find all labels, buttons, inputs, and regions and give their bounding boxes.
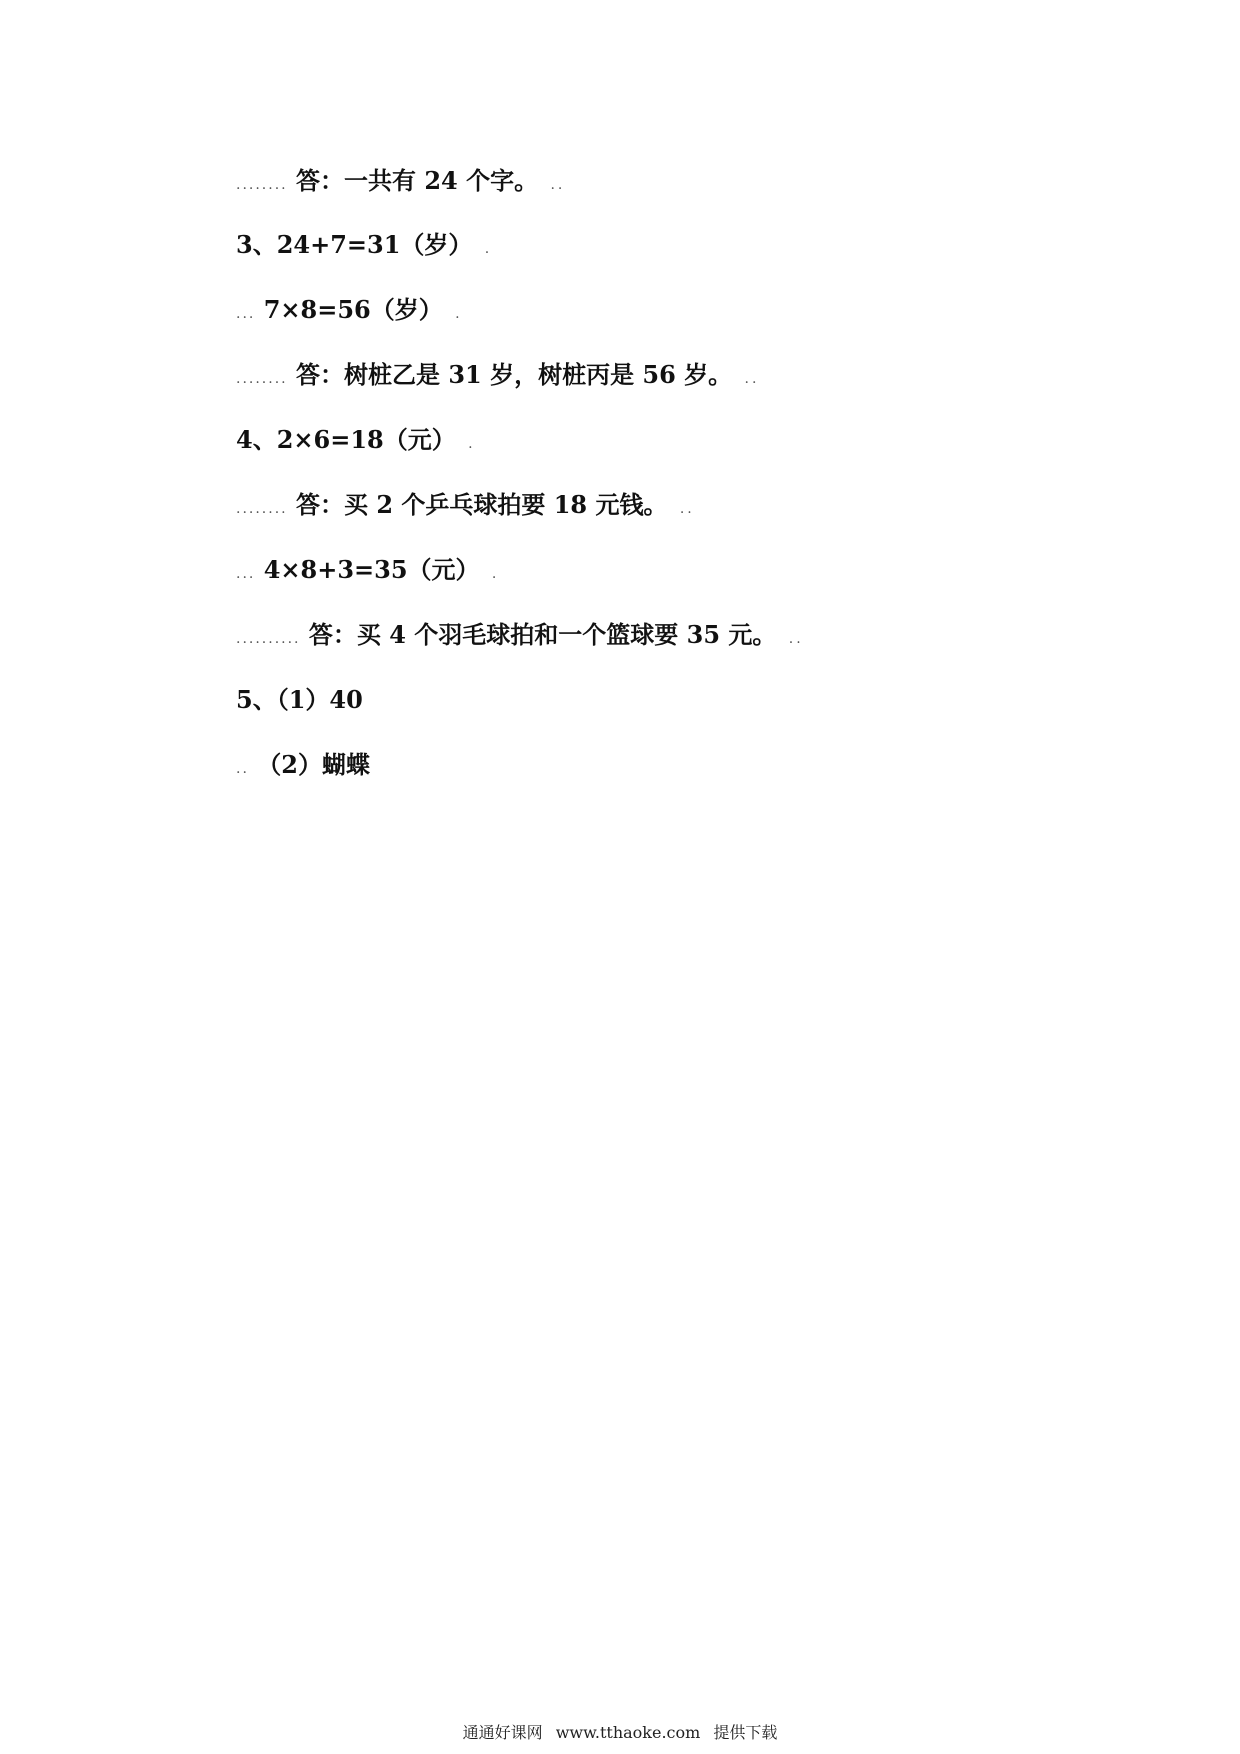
question-line — [236, 230, 492, 264]
answer-line — [236, 750, 374, 784]
answer-text: 答：一共有 24 个字。 — [295, 166, 539, 195]
trailing-dots: .. — [788, 631, 804, 647]
leader-dots: ........ — [236, 177, 288, 193]
trailing-dots: . — [468, 436, 476, 452]
equation-text: 7×8=56（岁） — [263, 295, 443, 324]
leader-dots: .. — [236, 761, 249, 777]
question-line — [236, 425, 476, 459]
equation-line — [236, 295, 463, 329]
leader-dots: ... — [236, 566, 256, 582]
leader-dots: ... — [236, 306, 256, 322]
leader-dots: .......... — [236, 631, 301, 647]
leader-dots: ........ — [236, 371, 288, 387]
question-line — [236, 685, 367, 719]
trailing-dots: . — [455, 306, 463, 322]
answer-line — [236, 620, 804, 654]
leader-dots: ........ — [236, 501, 288, 517]
trailing-dots: . — [484, 241, 493, 257]
trailing-dots: .. — [550, 177, 566, 193]
trailing-dots: .. — [679, 501, 695, 517]
answer-text: （2）蝴蝶 — [257, 750, 370, 779]
answer-line — [236, 166, 565, 200]
footer-site-name: 通通好课网 — [462, 1723, 543, 1742]
trailing-dots: . — [491, 566, 500, 582]
answer-text: 答：买 2 个乒乓球拍要 18 元钱。 — [295, 490, 668, 519]
answer-text: 答：树桩乙是 31 岁，树桩丙是 56 岁。 — [295, 360, 733, 389]
equation-text: 4、2×6=18（元） — [236, 425, 456, 454]
answer-line — [236, 360, 759, 394]
answer-line — [236, 490, 695, 524]
equation-text: 3、24+7=31（岁） — [236, 230, 473, 259]
answer-text: 5、（1）40 — [236, 685, 363, 714]
equation-line — [236, 555, 499, 589]
answer-text: 答：买 4 个羽毛球拍和一个篮球要 35 元。 — [308, 620, 777, 649]
trailing-dots: .. — [744, 371, 760, 387]
footer-action: 提供下载 — [713, 1723, 778, 1742]
equation-text: 4×8+3=35（元） — [263, 555, 480, 584]
footer-url[interactable]: www.tthaoke.com — [555, 1723, 701, 1742]
page-footer — [0, 1720, 1240, 1743]
